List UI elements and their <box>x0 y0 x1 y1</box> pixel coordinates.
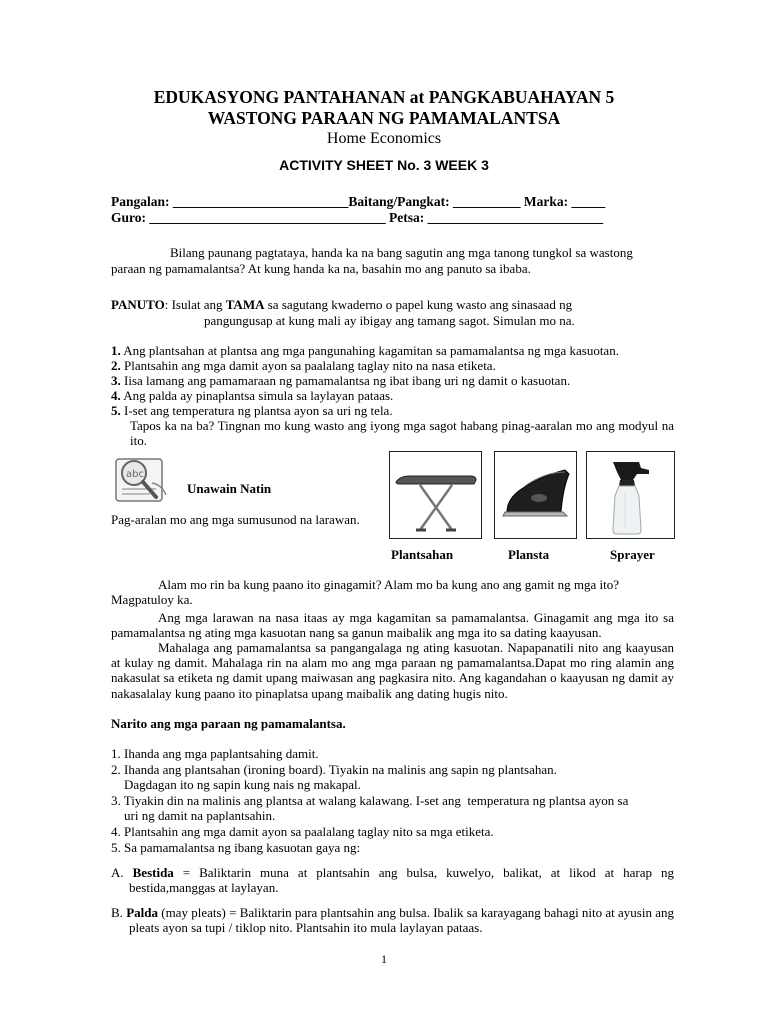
item-text: Iisa lamang ang pamamaraan ng pamamalantsa ng ibat ibang uri ng damit o kasuotan. <box>120 373 571 388</box>
body-p1-line-2: Magpatuloy ka. <box>111 592 193 607</box>
steps-heading: Narito ang mga paraan ng pamamalantsa. <box>111 716 346 731</box>
document-title: EDUKASYONG PANTAHANAN at PANGKABUAHAYAN 5 <box>153 87 615 107</box>
garment-instructions: (may pleats) = Baliktarin para plantsahin ang bulsa. Ibalik sa karayagang bahagi nito at ayusin ang pleats ayon sa tupi / tiklop nito. Plantsahin ito mula laylayan pataas. <box>129 905 675 936</box>
iron-image <box>494 451 577 539</box>
item-text: Ang plantsahan at plantsa ang mga pangunahing kagamitan sa pamamalantsa ng mga kasuotan. <box>120 343 619 358</box>
garment-name: Palda <box>126 905 158 920</box>
ironing-board-image <box>389 451 482 539</box>
teacher-date-row: Guro: ___________________________________ Petsa: __________________________ <box>111 210 604 225</box>
subject-name: Home Economics <box>326 130 442 147</box>
document-subtitle-topic: WASTONG PARAAN NG PAMAMALANTSA <box>207 108 561 128</box>
item-number: 3. <box>111 373 121 388</box>
panuto-tama: TAMA <box>225 297 265 312</box>
panuto-instruction <box>111 297 572 312</box>
item-number: 5. <box>111 403 121 418</box>
item-text: Ang palda ay pinaplantsa simula sa laylayan pataas. <box>120 388 394 403</box>
magnifier-document-icon <box>110 453 174 507</box>
student-info-row: Pangalan: __________________________Baitang/Pangkat: __________ Marka: _____ <box>111 194 606 209</box>
panuto-line-2: pangungusap at kung mali ay ibigay ang tamang sagot. Simulan mo na. <box>204 313 575 328</box>
tapos-paragraph: Tapos ka na ba? Tingnan mo kung wasto ang iyong mga sagot habang pinag-aaralan mo ang modyul na ito. <box>130 418 674 449</box>
svg-text:abc: abc <box>126 469 144 480</box>
garment-bestida <box>111 865 674 895</box>
unawain-heading: Unawain Natin <box>187 481 272 496</box>
page-number: 1 <box>381 952 387 966</box>
garment-name: Bestida <box>132 865 174 880</box>
caption-sprayer: Sprayer <box>610 547 655 562</box>
item-text: I-set ang temperatura ng plantsa ayon sa uri ng tela. <box>120 403 393 418</box>
list-item <box>111 388 393 403</box>
unawain-instruction: Pag-aralan mo ang mga sumusunod na larawan. <box>111 512 360 527</box>
activity-sheet-label: ACTIVITY SHEET No. 3 WEEK 3 <box>279 157 489 173</box>
garment-instructions: = Baliktarin muna at plantsahin ang bulsa, kuwelyo, balikat, at likod at harap ng bestida,manggas at laylayan. <box>129 865 674 896</box>
list-item <box>111 373 570 388</box>
spray-bottle-icon <box>587 452 674 538</box>
intro-line-1: Bilang paunang pagtataya, handa ka na bang sagutin ang mga tanong tungkol sa wastong <box>170 245 633 260</box>
panuto-pre: : Isulat ang <box>164 297 226 312</box>
body-paragraph-2: Ang mga larawan na nasa itaas ay mga kagamitan sa pamamalantsa. Ginagamit ang mga ito sa pamamalantsa ng ating mga kasuotan nang sa ganun maibalik ang mga ito sa dating kaayusan. <box>111 610 674 641</box>
garment-prefix: B. <box>111 905 127 920</box>
list-item <box>111 358 496 373</box>
list-item <box>111 403 393 418</box>
caption-plantsahan: Plantsahan <box>391 547 454 562</box>
step-line: 3. Tiyakin din na malinis ang plantsa at walang kalawang. I-set ang temperatura ng plantsa ayon sa <box>111 793 629 808</box>
caption-plansta: Plansta <box>508 547 550 562</box>
item-text: Plantsahin ang mga damit ayon sa paalalang taglay nito na nasa etiketa. <box>120 358 496 373</box>
body-p1-line-1: Alam mo rin ba kung paano ito ginagamit? Alam mo ba kung ano ang gamit ng mga ito? <box>158 577 620 592</box>
item-number: 2. <box>111 358 121 373</box>
garment-palda <box>111 905 674 935</box>
step-line: 1. Ihanda ang mga paplantsahing damit. <box>111 746 319 761</box>
item-number: 4. <box>111 388 121 403</box>
panuto-post: sa sagutang kwaderno o papel kung wasto ang sinasaad ng <box>264 297 573 312</box>
body-paragraph-3: Mahalaga ang pamamalantsa sa pangangalaga ng ating kasuotan. Napapanatili nito ang kaayusan at kulay ng damit. Mahalaga rin na alam mo ang mga paraan ng pamamalantsa.Dapat mo ring alamin ang nakasulat sa etiketa ng damit upang maiwasan ang pagkasira nito. Ang kagandahan o kaayusan ng damit ay nakasalalay kung paano ito pinaplatsa upang maibalik ang dating hugis nito. <box>111 640 674 701</box>
garment-prefix: A. <box>111 865 133 880</box>
ironing-board-icon <box>390 452 481 538</box>
item-number: 1. <box>111 343 121 358</box>
panuto-label: PANUTO <box>111 297 165 312</box>
intro-line-2: paraan ng pamamalantsa? At kung handa ka na, basahin mo ang panuto sa ibaba. <box>111 261 531 276</box>
iron-icon <box>495 452 576 538</box>
step-line: 2. Ihanda ang plantsahan (ironing board). Tiyakin na malinis ang sapin ng plantsahan. <box>111 762 557 777</box>
step-line: uri ng damit na paplantsahin. <box>111 808 276 823</box>
sprayer-image <box>586 451 675 539</box>
step-line: Dagdagan ito ng sapin kung nais ng makapal. <box>111 777 361 792</box>
step-line: 4. Plantsahin ang mga damit ayon sa paalalang taglay nito sa mga etiketa. <box>111 824 494 839</box>
step-line: 5. Sa pamamalantsa ng ibang kasuotan gaya ng: <box>111 840 361 855</box>
list-item <box>111 343 619 358</box>
